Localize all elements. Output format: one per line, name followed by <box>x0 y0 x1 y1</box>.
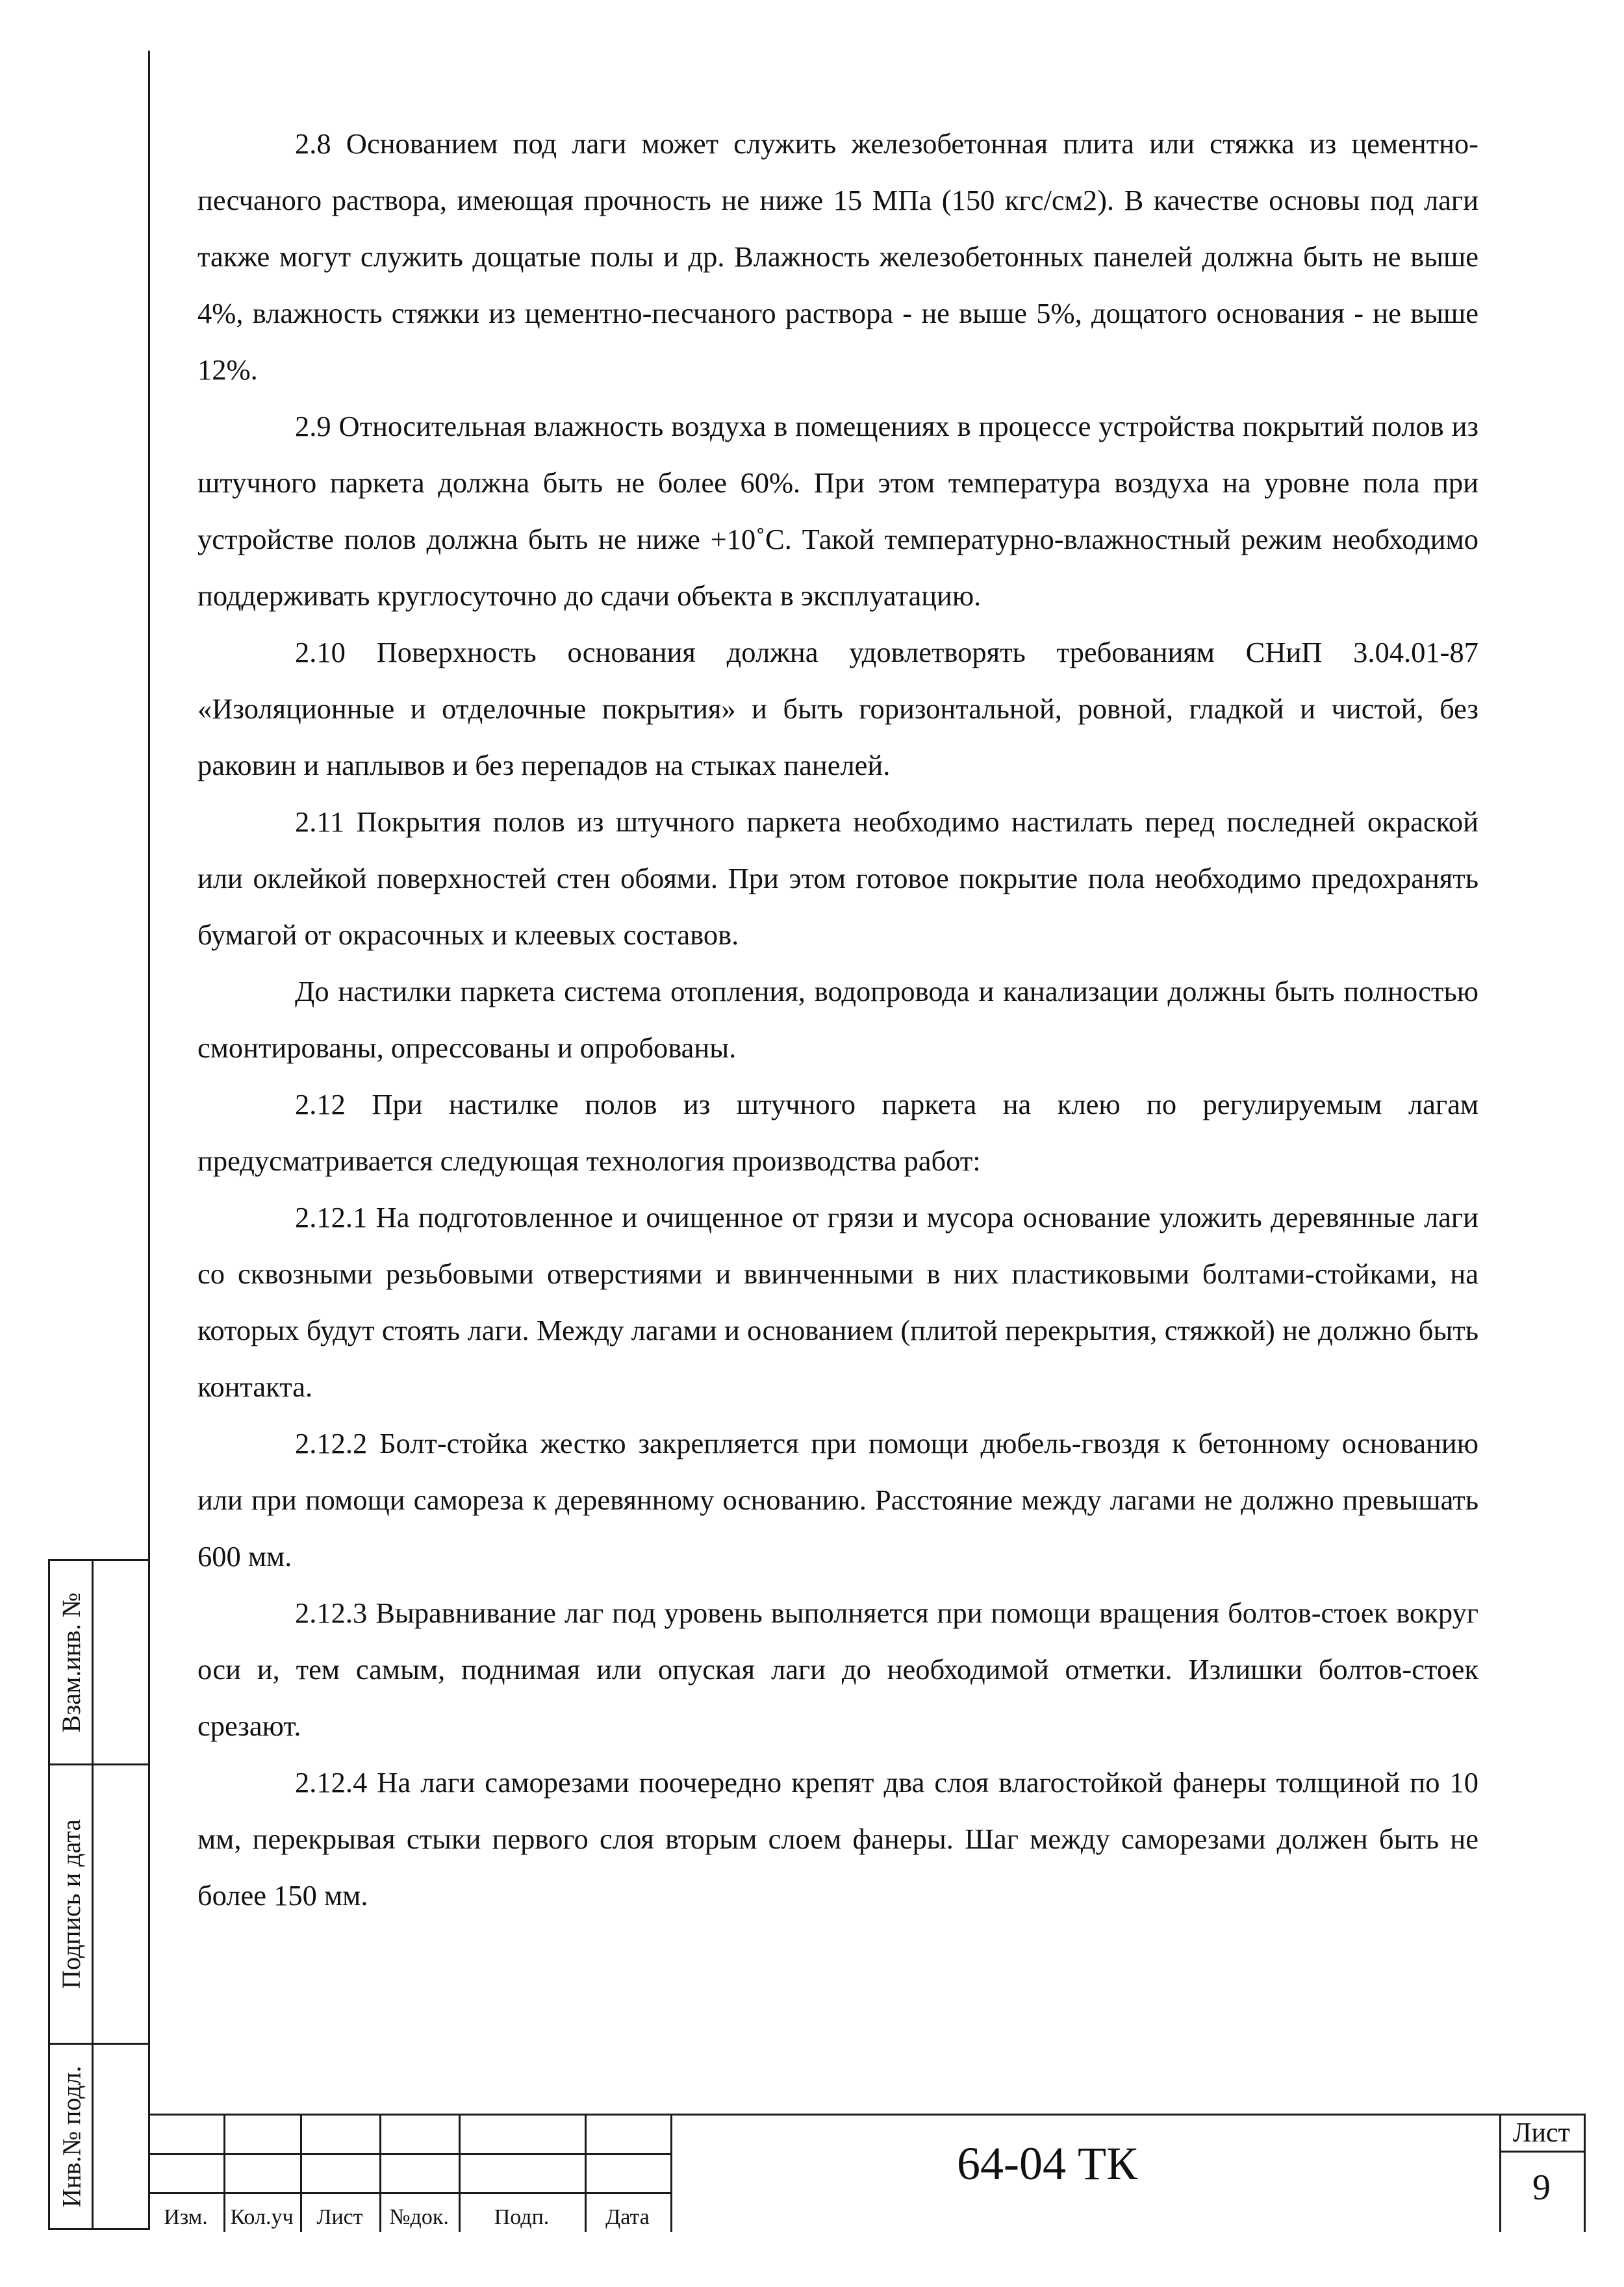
col-ndok-label: №док. <box>389 2205 449 2229</box>
paragraph-2-12-1: 2.12.1 На подготовленное и очищенное от грязи и мусора основание уложить деревянные лаги со сквозными резьбовыми отверстиями и ввинченными в них пластиковыми болтами-стойками, на которых будут стоять лаги. Между лагами и основанием (плитой перекрытия, стяжкой) не должно быть контакта. <box>197 1201 1478 1403</box>
paragraph-2-11: 2.11 Покрытия полов из штучного паркета необходимо настилать перед последней окраской или оклейкой поверхностей стен обоями. При этом готовое покрытие пола необходимо предохранять бумагой от окрасочных и клеевых составов. <box>197 805 1478 951</box>
side-stamp-label: Инв.№ подл. <box>57 2066 86 2207</box>
col-izm-label: Изм. <box>164 2205 208 2229</box>
paragraph-2-11-note: До настилки паркета система отопления, водопровода и канализации должны быть полностью смонтированы, опрессованы и опробованы. <box>197 975 1478 1064</box>
paragraph-2-12-2: 2.12.2 Болт-стойка жестко закрепляется при помощи дюбель-гвоздя к бетонному основанию или при помощи самореза к деревянному основанию. Расстояние между лагами не должно превышать 600 мм. <box>197 1427 1478 1573</box>
document-body <box>197 116 1478 1924</box>
col-list-label: Лист <box>316 2205 363 2229</box>
side-stamp-podpis-data <box>48 1763 148 2045</box>
col-kol-uch-label: Кол.уч <box>230 2205 294 2229</box>
frame-left-border <box>148 51 150 2230</box>
paragraph-2-10: 2.10 Поверхность основания должна удовлетворять требованиям СНиП 3.04.01-87 «Изоляционные и отделочные покрытия» и быть горизонтальной, ровной, гладкой и чистой, без раковин и наплывов и без перепадов на стыках панелей. <box>197 636 1478 781</box>
paragraph-2-12: 2.12 При настилке полов из штучного паркета на клею по регулируемым лагам предусматривается следующая технология производства работ: <box>197 1088 1478 1177</box>
side-stamp-inv-podl <box>48 2043 148 2230</box>
side-stamp-label: Подпись и дата <box>57 1819 86 1990</box>
side-stamp-label: Взам.инв. № <box>57 1592 86 1732</box>
paragraph-2-12-3: 2.12.3 Выравнивание лаг под уровень выполняется при помощи вращения болтов-стоек вокруг оси и, тем самым, поднимая или опуская лаги до необходимой отметки. Излишки болтов-стоек срезают. <box>197 1597 1478 1742</box>
paragraph-2-12-4: 2.12.4 На лаги саморезами поочередно крепят два слоя влагостойкой фанеры толщиной по 10 мм, перекрывая стыки первого слоя вторым слоем фанеры. Шаг между саморезами должен быть не более 150 мм. <box>197 1766 1478 1912</box>
paragraph-2-9: 2.9 Относительная влажность воздуха в помещениях в процессе устройства покрытий полов из штучного паркета должна быть не более 60%. При этом температура воздуха на уровне пола при устройстве полов должна быть не ниже +10˚С. Такой температурно-влажностный режим необходимо поддерживать круглосуточно до сдачи объекта в эксплуатацию. <box>197 410 1478 612</box>
document-code: 64-04 ТК <box>957 2138 1137 2190</box>
col-data-label: Дата <box>605 2205 650 2229</box>
title-block <box>148 2114 1586 2232</box>
sheet-number: 9 <box>1532 2167 1551 2208</box>
paragraph-2-8: 2.8 Основанием под лаги может служить железобетонная плита или стяжка из цементно-песчаного раствора, имеющая прочность не ниже 15 МПа (150 кгс/см2). В качестве основы под лаги также могут служить дощатые полы и др. Влажность железобетонных панелей должна быть не выше 4%, влажность стяжки из цементно-песчаного раствора - не выше 5%, дощатого основания - не выше 12%. <box>197 127 1478 386</box>
col-podp-label: Подп. <box>494 2205 550 2229</box>
side-stamp-vzam-inv <box>48 1559 148 1765</box>
sheet-label: Лист <box>1513 2118 1570 2148</box>
